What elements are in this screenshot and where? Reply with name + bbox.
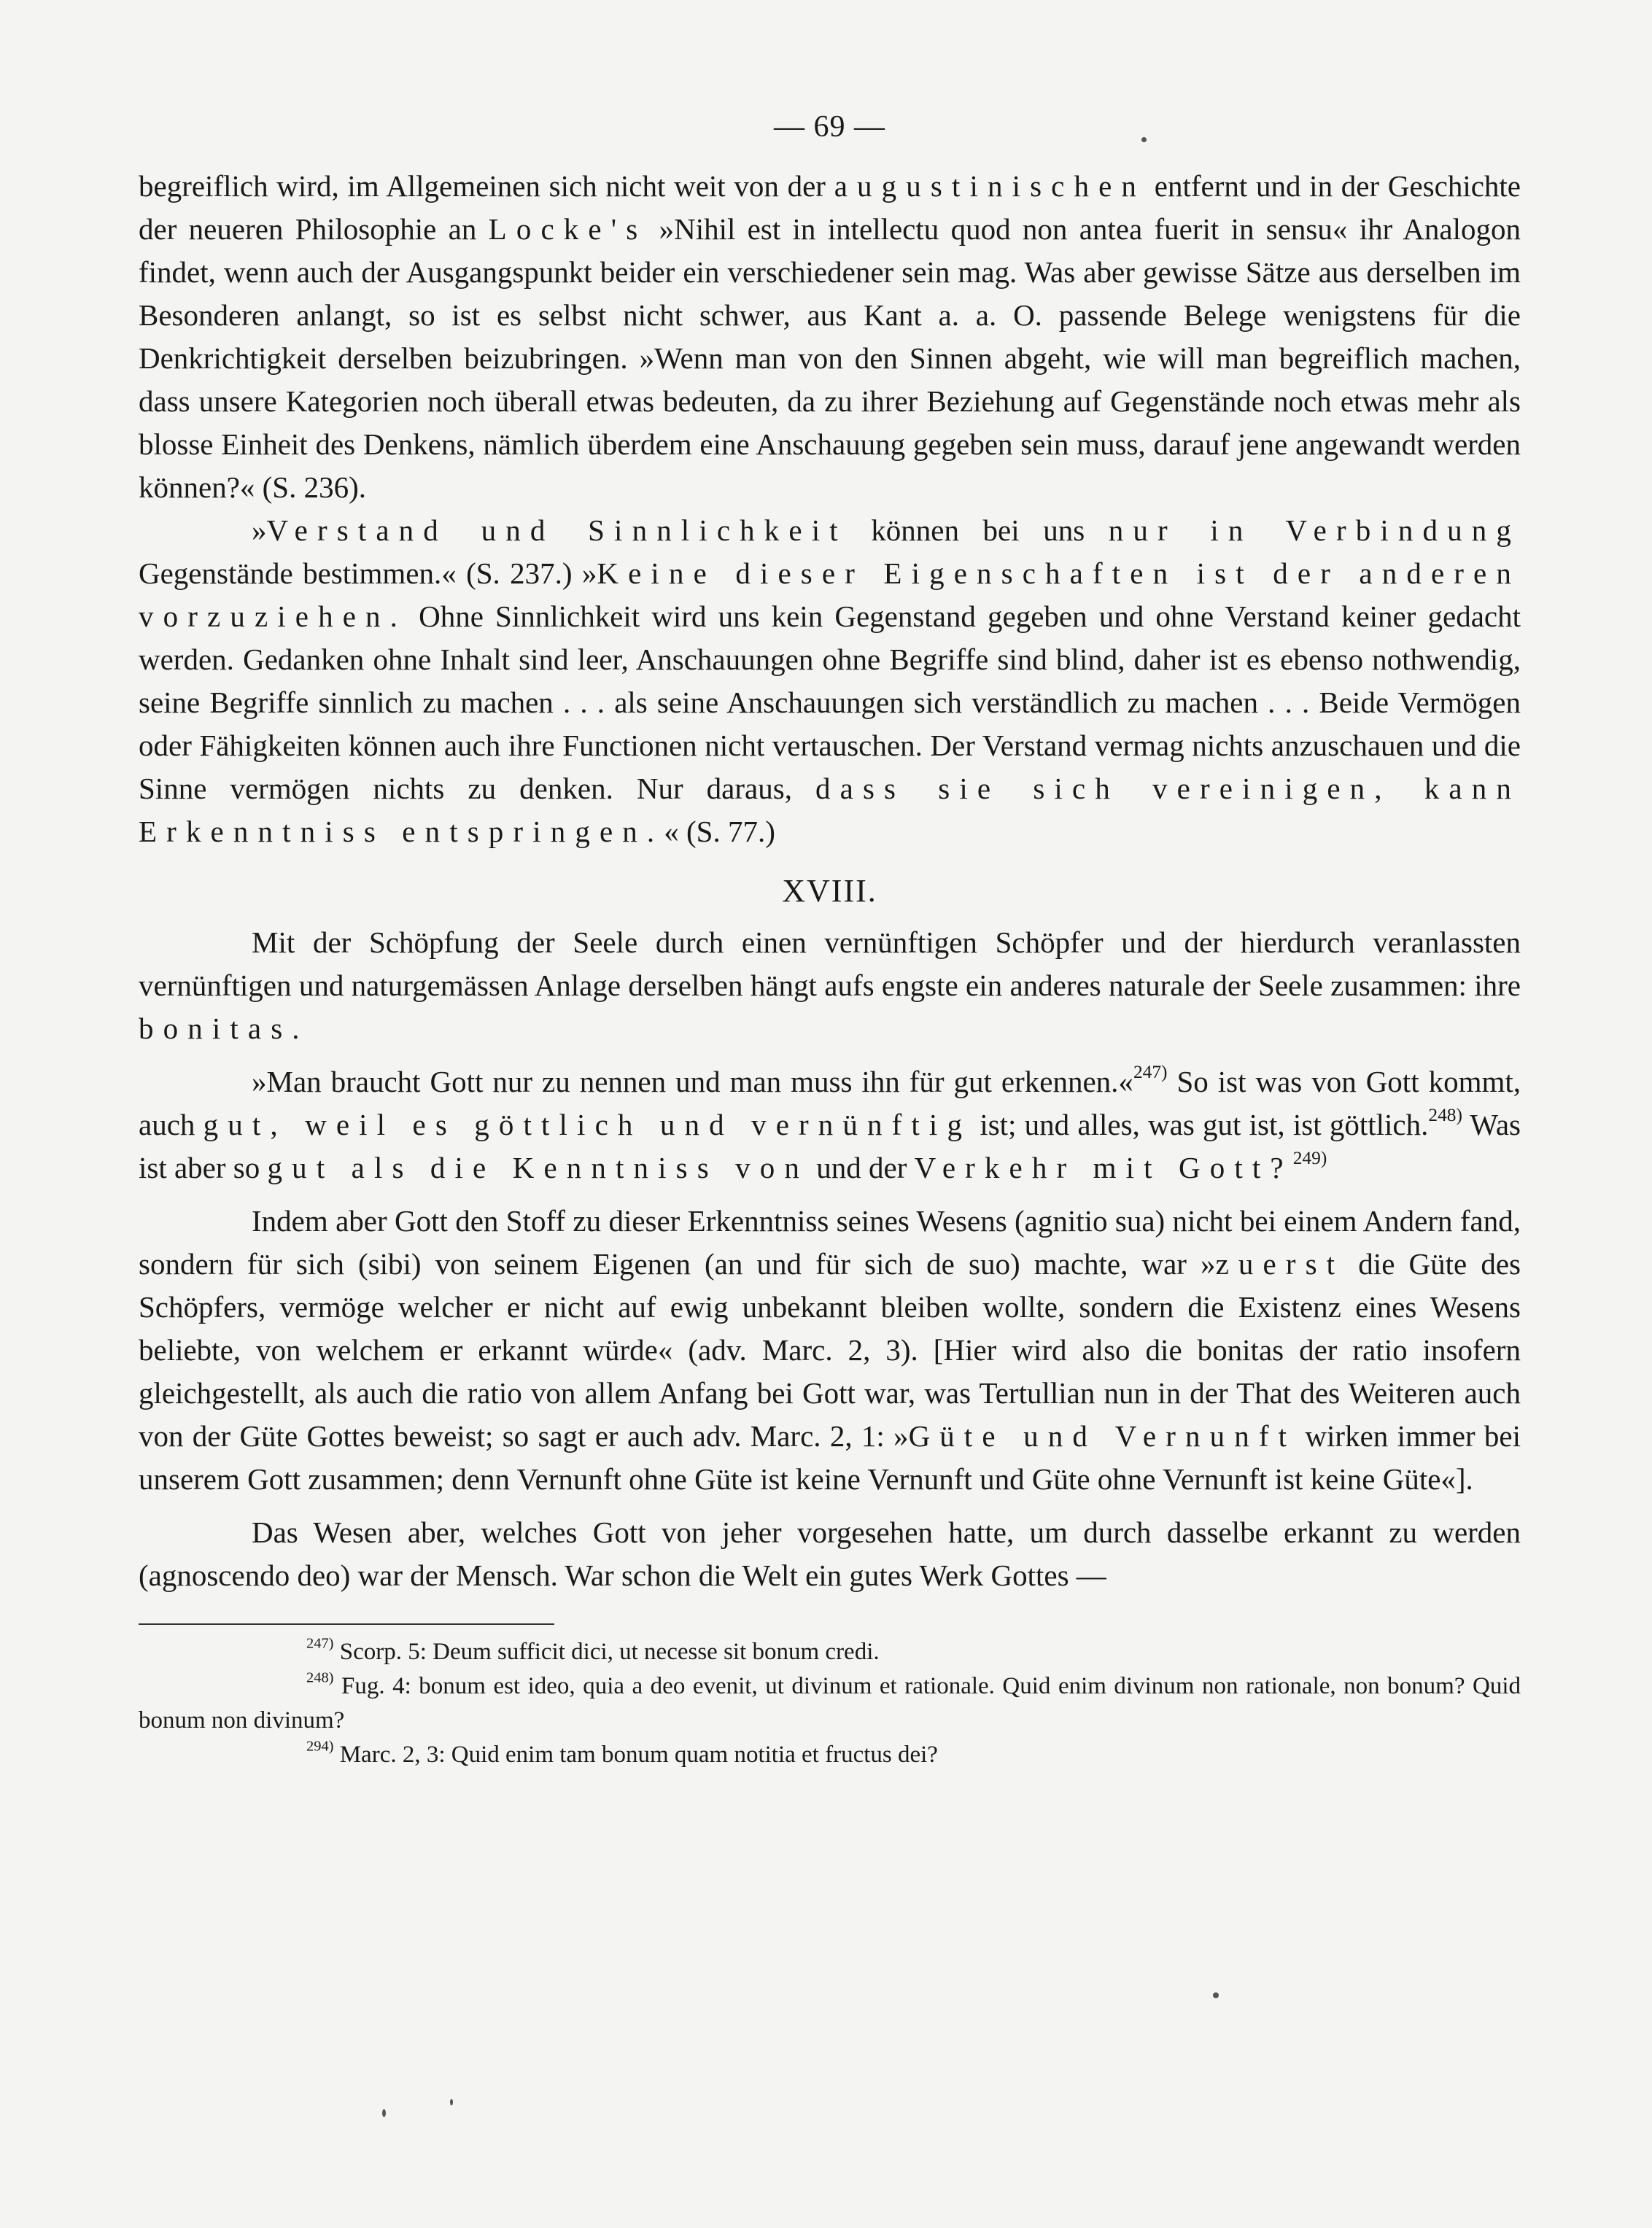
text-run: wirken immer bei unserem Gott zusammen; denn Vernunft ohne Güte ist keine Vernunft und Güte ohne Vernunft ist keine Güte«]. <box>139 1419 1521 1496</box>
text-run: « (S. 77.) <box>664 815 775 848</box>
footnote-text: Marc. 2, 3: Quid enim tam bonum quam notitia et fructus dei? <box>333 1742 938 1768</box>
text-run: Gegenstände bestimmen.« (S. 237.) » <box>139 556 597 590</box>
section-heading: XVIII. <box>782 873 877 909</box>
footnote-number: 294) <box>306 1738 334 1755</box>
footnote-number: 248) <box>306 1669 334 1686</box>
scan-speck <box>450 2099 453 2105</box>
text-run: ist; und alles, was gut ist, ist göttlich. <box>972 1108 1429 1141</box>
paragraph-4 <box>139 1060 1521 1189</box>
text-run: entfernt und in der Geschichte der neueren Philosophie an <box>139 169 1521 246</box>
text-run: können bei uns <box>847 513 1109 547</box>
paragraph-3 <box>139 921 1521 1050</box>
spaced-term: Verkehr mit Gott? <box>914 1151 1293 1184</box>
paragraph-2 <box>139 509 1521 853</box>
text-run: Indem aber Gott den Stoff zu dieser Erkenntniss seines Wesens (agnitio sua) nicht bei einem Andern fand, sondern für sich (sibi) von seinem Eigenen (an und für sich de suo) machte, war » <box>139 1204 1521 1281</box>
footnote-ref: 248) <box>1428 1104 1462 1125</box>
text-run: »Man braucht Gott nur zu nennen und man muss ihn für gut erkennen.« <box>252 1065 1133 1098</box>
footnotes <box>139 1635 1521 1772</box>
spaced-term: gut als die Kenntniss von <box>267 1151 810 1184</box>
text-run: begreiflich wird, im Allgemeinen sich nicht weit von der <box>139 169 834 203</box>
footnote-text: Scorp. 5: Deum sufficit dici, ut necesse sit bonum credi. <box>333 1639 880 1665</box>
scan-speck <box>1141 137 1147 142</box>
paragraph-6: Das Wesen aber, welches Gott von jeher vorgesehen hatte, um durch dasselbe erkannt zu werden (agnoscendo deo) war der Mensch. War schon die Welt ein gutes Werk Gottes — <box>139 1515 1521 1592</box>
body-text <box>139 165 1521 1597</box>
text-run: die Güte des Schöpfers, vermöge welcher er nicht auf ewig unbekannt bleiben wollte, sondern die Existenz eines Wesens beliebte, von welchem er erkannt würde« (adv. Marc. 2, 3). [Hier wird also die bonitas der ratio insofern gleichgestellt, als auch die ratio von allem Anfang bei Gott war, was Tertullian nun in der That des Weiteren auch von der Güte Gottes beweist; so sagt er auch adv. Marc. 2, 1: » <box>139 1247 1521 1453</box>
spaced-term: gut, weil es göttlich und vernünftig <box>203 1108 972 1141</box>
spaced-term: dass sie sich vereinigen, kann Erkenntniss entspringen. <box>139 772 1521 848</box>
text-run: Mit der Schöpfung der Seele durch einen vernünftigen Schöpfer und der hierdurch veranlassten vernünftigen und naturgemässen Anlage derselben hängt aufs engste ein anderes naturale der Seele zusammen: ihre <box>139 925 1521 1002</box>
text-run: und der <box>809 1151 915 1184</box>
text-run: Ohne Sinnlichkeit wird uns kein Gegenstand gegeben und ohne Verstand keiner gedacht werden. Gedanken ohne Inhalt sind leer, Anschauungen ohne Begriffe sind blind, daher ist es ebenso nothwendig, seine Begriffe sinnlich zu machen . . . als seine Anschauungen sich verständlich zu machen . . . Beide Vermögen oder Fähigkeiten können auch ihre Functionen nicht vertauschen. Der Verstand vermag nichts anzuschauen und die Sinne vermögen nichts zu denken. Nur daraus, <box>139 599 1521 805</box>
text-run: Was ist aber so <box>139 1108 1521 1184</box>
text-run: »Nihil est in intellectu quod non antea fuerit in sensu« ihr Analogon findet, wenn auch der Ausgangspunkt beider ein verschiedener sein mag. Was aber gewisse Sätze aus derselben im Besonderen anlangt, so ist es selbst nicht schwer, aus Kant a. a. O. passende Belege wenigstens für die Denkrichtigkeit derselben beizubringen. »Wenn man von den Sinnen abgeht, wie will man begreiflich machen, dass unsere Kategorien noch überall etwas bedeuten, da zu ihrer Beziehung auf Gegenstände noch etwas mehr als blosse Einheit des Denkens, nämlich überdem eine Anschauung gegeben sein muss, darauf jene angewandt werden können?« (S. 236). <box>139 212 1521 504</box>
text-run: So ist was von Gott kommt, auch <box>139 1065 1521 1141</box>
text-run: . <box>292 1012 300 1045</box>
footnote-text: Fug. 4: bonum est ideo, quia a deo evenit, ut divinum et rationale. Quid enim divinum non rationale, non bonum? Quid bonum non divinum? <box>139 1673 1521 1734</box>
scan-speck <box>1213 1992 1219 1998</box>
spaced-term: Verstand und Sinnlichkeit <box>266 513 848 547</box>
footnote-248 <box>139 1669 1521 1738</box>
footnote-247 <box>139 1635 1521 1669</box>
spaced-term: nur in Verbindung <box>1108 513 1521 547</box>
paragraph-1 <box>139 165 1521 509</box>
spaced-term: zuerst <box>1215 1247 1345 1281</box>
spaced-term: Güte und Vernunft <box>908 1419 1297 1453</box>
spaced-term: augustinischen <box>834 169 1147 203</box>
footnote-divider <box>139 1623 554 1625</box>
spaced-term: bonitas <box>139 1012 292 1045</box>
paragraph-5 <box>139 1200 1521 1501</box>
text-run: » <box>252 513 267 547</box>
footnote-ref: 249) <box>1292 1147 1327 1168</box>
footnote-294 <box>139 1738 1521 1772</box>
footnote-ref: 247) <box>1133 1061 1168 1082</box>
footnote-number: 247) <box>306 1635 334 1652</box>
spaced-term: Keine dieser Eigenschaften ist der anderen vorzuziehen. <box>139 556 1521 633</box>
page-number: — 69 — <box>774 110 885 144</box>
document-page <box>139 109 1521 1772</box>
spaced-term: Locke's <box>488 212 648 246</box>
scan-speck <box>382 2109 386 2117</box>
